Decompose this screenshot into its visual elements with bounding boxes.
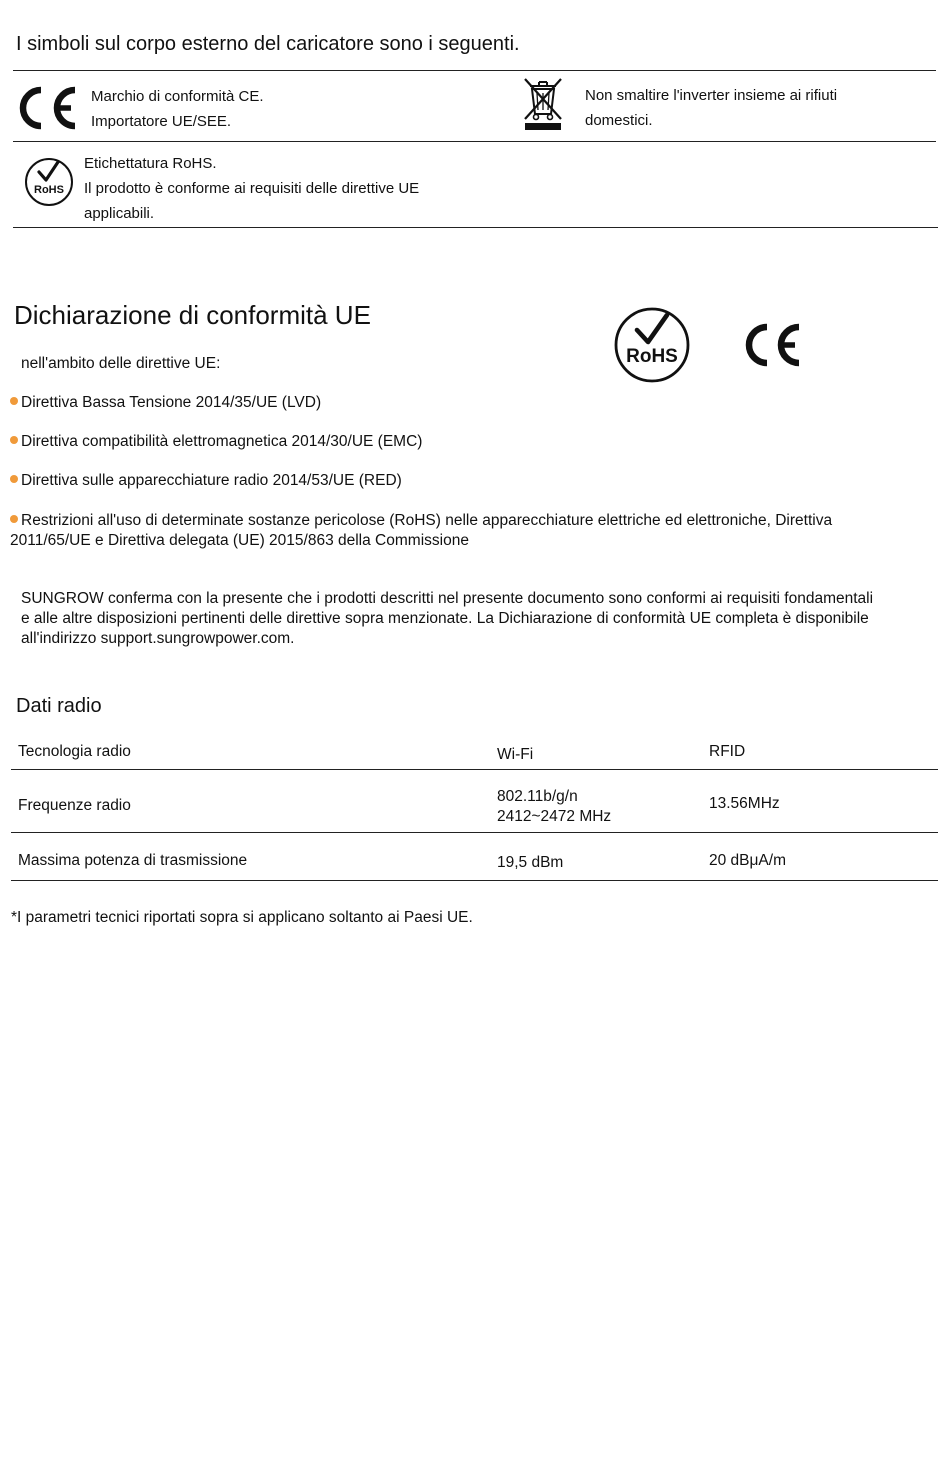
wifi-cell — [497, 787, 611, 827]
weee-line-1: Non smaltire l'inverter insieme ai rifiuti — [585, 87, 838, 104]
directive-item — [10, 511, 890, 551]
table-divider — [11, 832, 938, 833]
divider — [13, 70, 936, 71]
rohs-icon-label: RoHS — [34, 184, 64, 196]
rohs-line-2: Il prodotto è conforme ai requisiti delle direttive UE — [84, 180, 420, 197]
rohs-icon — [24, 156, 74, 208]
bullet-icon — [10, 515, 18, 523]
ce-line-2: Importatore UE/SEE. — [91, 113, 232, 130]
directive-text: Direttiva sulle apparecchiature radio 2014/53/UE (RED) — [21, 472, 402, 489]
rohs-line-1: Etichettatura RoHS. — [84, 155, 217, 172]
rohs-description — [84, 151, 419, 226]
divider — [13, 227, 938, 228]
bullet-icon — [10, 397, 18, 405]
bullet-icon — [10, 436, 18, 444]
rohs-badge-icon — [613, 305, 691, 385]
directive-text: Restrizioni all'uso di determinate sostanze pericolose (RoHS) nelle apparecchiature elettriche ed elettroniche, Direttiva 2011/65/UE e Direttiva delegata (UE) 2015/863 della Commissione — [10, 512, 833, 549]
directive-text: Direttiva Bassa Tensione 2014/35/UE (LVD) — [21, 394, 322, 411]
weee-line-2: domestici. — [585, 112, 653, 129]
confirmation-line: SUNGROW conferma con la presente che i prodotti descritti nel presente documento sono conformi ai requisiti fondamentali — [21, 590, 874, 607]
directive-item — [10, 432, 910, 452]
wifi-standard: 802.11b/g/n — [497, 788, 578, 805]
confirmation-line: all'indirizzo support.sungrowpower.com. — [21, 630, 295, 647]
crossed-out-wheelie-bin-icon — [522, 77, 564, 133]
rfid-cell: 20 dBμA/m — [709, 852, 786, 869]
row-label: Frequenze radio — [18, 797, 131, 814]
bullet-icon — [10, 475, 18, 483]
table-divider — [11, 769, 938, 770]
directive-item — [10, 393, 910, 413]
divider — [13, 141, 936, 142]
confirmation-paragraph — [21, 589, 926, 649]
ce-description — [91, 84, 264, 134]
directive-text: Direttiva compatibilità elettromagnetica 2014/30/UE (EMC) — [21, 433, 423, 450]
declaration-intro: nell'ambito delle direttive UE: — [21, 355, 221, 372]
ce-mark-icon — [14, 86, 78, 130]
ce-mark-large-icon — [742, 323, 802, 367]
symbols-title: I simboli sul corpo esterno del caricatore sono i seguenti. — [16, 33, 520, 55]
wifi-cell: Wi-Fi — [497, 746, 534, 763]
directive-item — [10, 471, 910, 491]
wifi-cell: 19,5 dBm — [497, 854, 564, 871]
declaration-title: Dichiarazione di conformità UE — [14, 300, 371, 330]
rfid-cell: 13.56MHz — [709, 795, 780, 812]
weee-description — [585, 83, 837, 133]
table-divider — [11, 880, 938, 881]
row-label: Tecnologia radio — [18, 743, 131, 760]
ce-line-1: Marchio di conformità CE. — [91, 88, 264, 105]
wifi-band: 2412~2472 MHz — [497, 808, 612, 825]
rohs-line-3: applicabili. — [84, 205, 155, 222]
rfid-cell: RFID — [709, 743, 746, 760]
radio-title: Dati radio — [16, 695, 102, 717]
footnote: *I parametri tecnici riportati sopra si applicano soltanto ai Paesi UE. — [11, 909, 473, 926]
rohs-badge-label: RoHS — [626, 346, 678, 367]
confirmation-line: e alle altre disposizioni pertinenti delle direttive sopra menzionate. La Dichiarazione di conformità UE completa è disponibile — [21, 610, 869, 627]
row-label: Massima potenza di trasmissione — [18, 852, 248, 869]
